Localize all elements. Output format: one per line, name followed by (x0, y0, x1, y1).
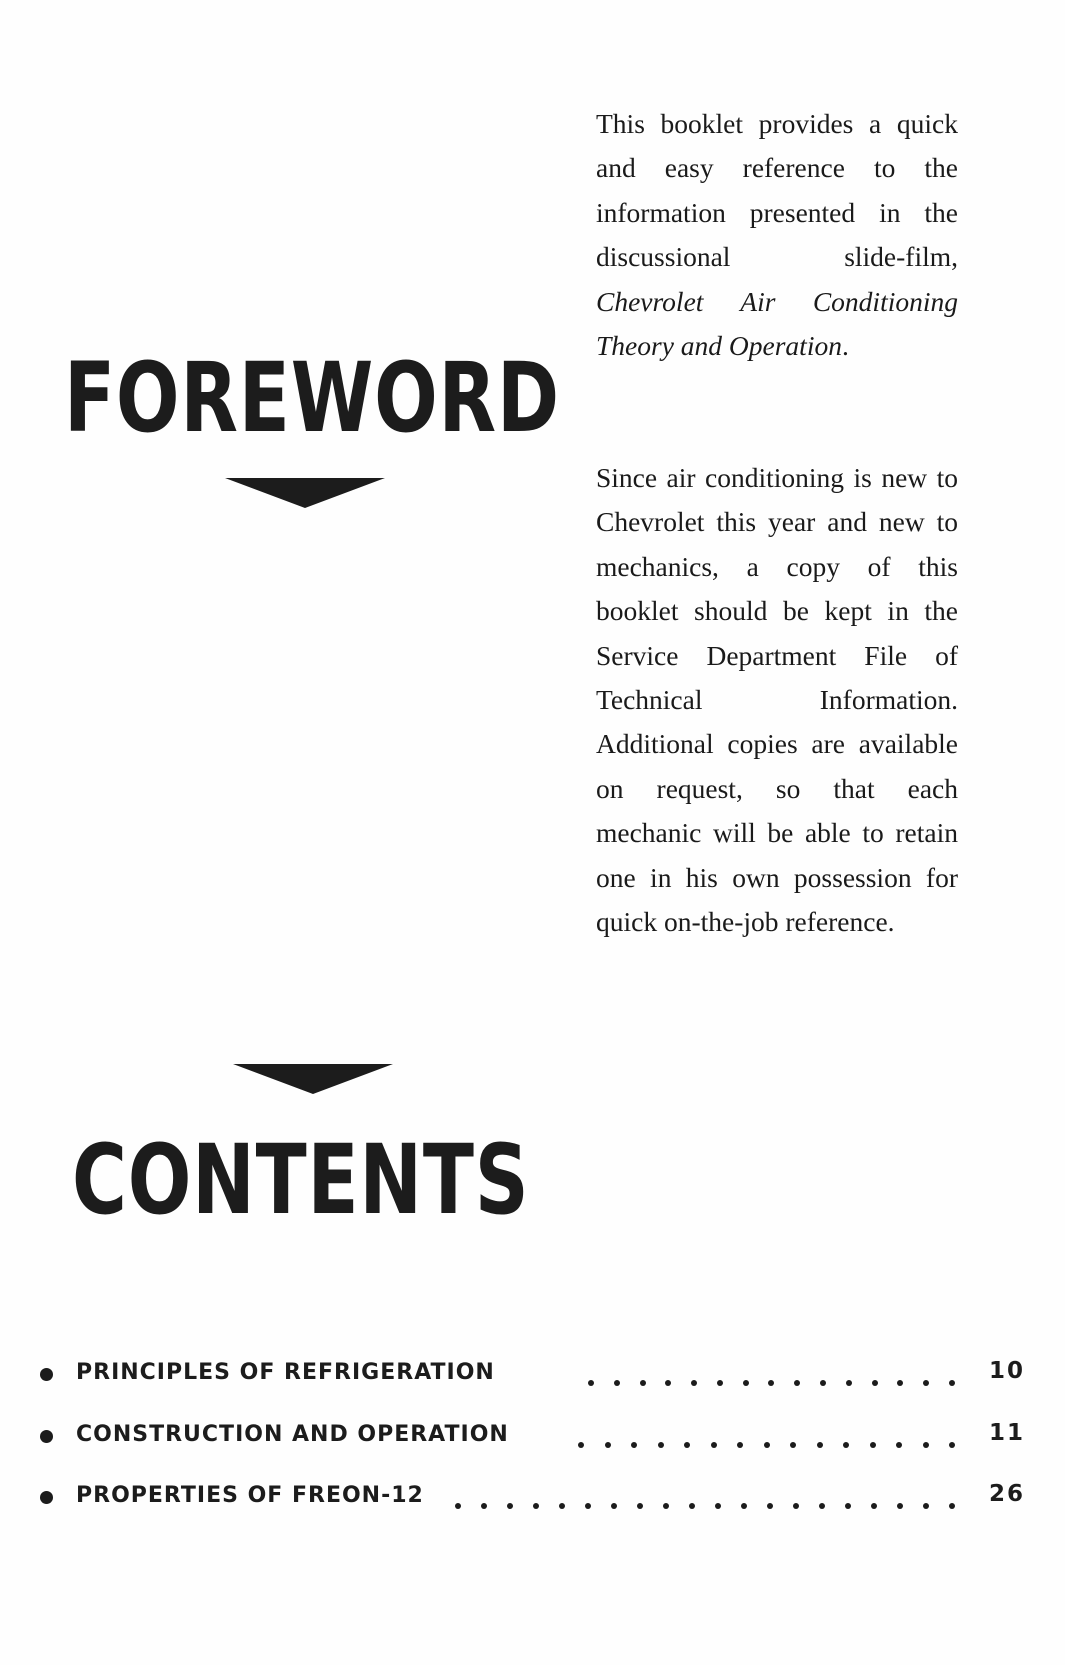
bullet-icon (40, 1430, 53, 1443)
toc-entry-title: PROPERTIES OF FREON-12 (76, 1483, 424, 1508)
toc-entry-page: 10 (988, 1358, 1025, 1384)
down-arrow-icon (225, 478, 385, 508)
toc-entry-title: CONSTRUCTION AND OPERATION (76, 1422, 509, 1447)
toc-entry-page: 11 (988, 1420, 1025, 1446)
dot-leader (578, 1416, 955, 1456)
foreword-paragraph-2: Since air conditioning is new to Chevrolet this year and new to mechanics, a copy of this booklet should be kept in the Service Department File of Technical Information. Additional copies are available on request, so that each mechanic will be able to retain one in his own possession for quick on-the-job reference. (596, 462, 958, 938)
toc-entry[interactable] (40, 1354, 1025, 1394)
toc-entry-title: PRINCIPLES OF REFRIGERATION (76, 1360, 495, 1385)
bullet-icon (40, 1368, 53, 1381)
toc-entry[interactable] (40, 1416, 1025, 1456)
bullet-icon (40, 1491, 53, 1504)
contents-heading: CONTENTS (72, 1124, 530, 1236)
foreword-paragraph-1 (596, 102, 958, 368)
dot-leader (455, 1477, 955, 1517)
foreword-heading: FOREWORD (64, 342, 560, 454)
toc-entry[interactable] (40, 1477, 1025, 1517)
foreword-paragraph-1-text: This booklet provides a quick and easy reference to the information presented in the discussional slide-film, (596, 108, 958, 273)
dot-leader (588, 1354, 955, 1394)
film-title: Chevrolet Air Conditioning Theory and Operation (596, 285, 958, 362)
toc-entry-page: 26 (988, 1481, 1025, 1507)
down-arrow-icon (233, 1064, 393, 1094)
foreword-paragraph-1-end: . (841, 330, 849, 362)
